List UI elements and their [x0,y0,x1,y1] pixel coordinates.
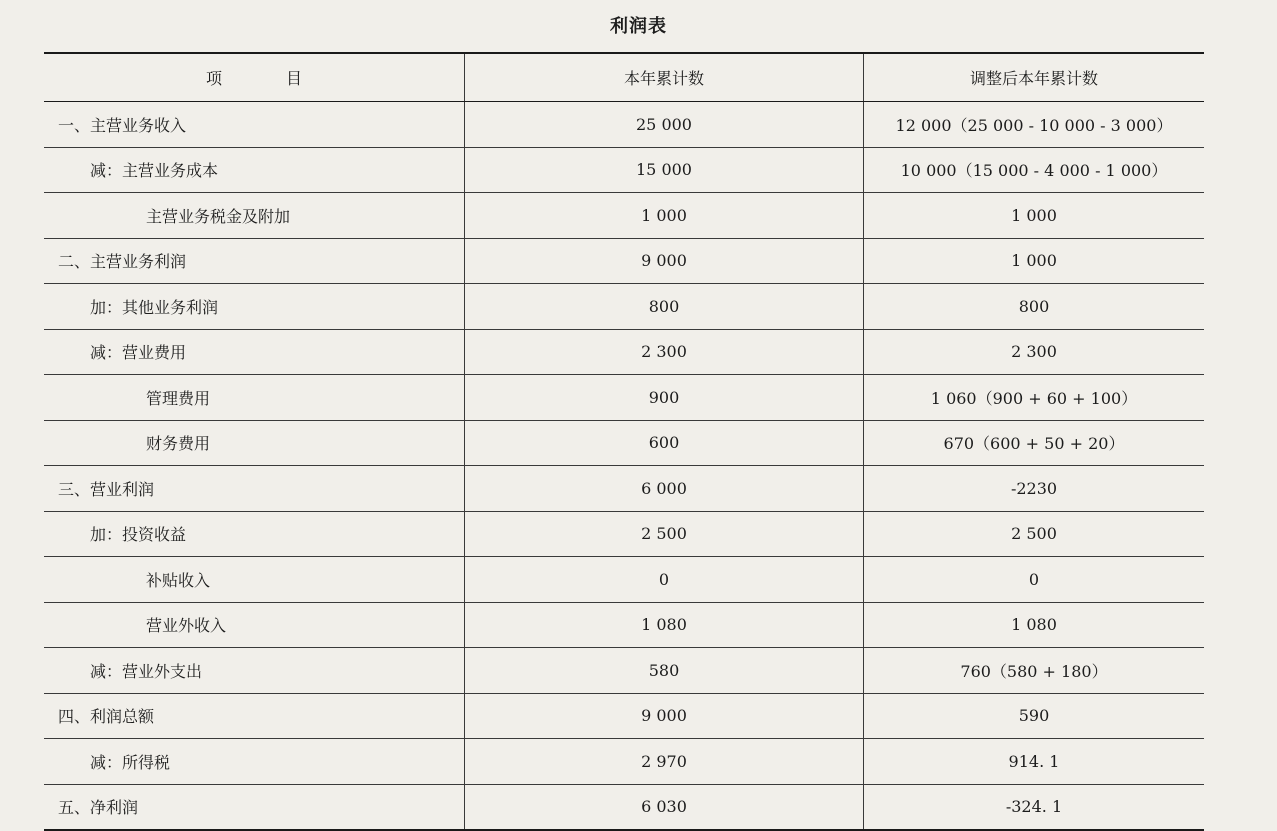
row-current-year-value: 580 [465,648,864,694]
table-row [44,511,1204,557]
row-current-year-value: 2 300 [465,329,864,375]
row-current-year-value: 2 500 [465,511,864,557]
row-adjusted-value: 10 000（15 000 - 4 000 - 1 000） [864,147,1205,193]
row-item-label: 营业外收入 [44,602,465,648]
row-adjusted-value: 1 080 [864,602,1205,648]
row-current-year-value: 0 [465,557,864,603]
table-row [44,284,1204,330]
row-item-label: 财务费用 [44,420,465,466]
row-item-label: 五、净利润 [44,784,465,830]
row-item-label: 管理费用 [44,375,465,421]
table-row [44,147,1204,193]
table-row [44,329,1204,375]
row-current-year-value: 9 000 [465,693,864,739]
table-row [44,739,1204,785]
row-current-year-value: 25 000 [465,102,864,148]
row-item-label: 一、主营业务收入 [44,102,465,148]
row-item-label: 主营业务税金及附加 [44,193,465,239]
column-header-adjusted: 调整后本年累计数 [864,53,1205,102]
row-current-year-value: 1 080 [465,602,864,648]
table-row [44,693,1204,739]
row-item-label: 加：其他业务利润 [44,284,465,330]
row-current-year-value: 2 970 [465,739,864,785]
table-row [44,375,1204,421]
row-item-label: 减：营业外支出 [44,648,465,694]
row-adjusted-value: -324. 1 [864,784,1205,830]
row-adjusted-value: 590 [864,693,1205,739]
income-statement-table [44,52,1204,831]
table-row [44,557,1204,603]
table-body [44,102,1204,831]
row-adjusted-value: 670（600 + 50 + 20） [864,420,1205,466]
row-item-label: 减：营业费用 [44,329,465,375]
row-current-year-value: 9 000 [465,238,864,284]
table-row [44,420,1204,466]
row-adjusted-value: 2 300 [864,329,1205,375]
table-row [44,784,1204,830]
row-adjusted-value: -2230 [864,466,1205,512]
page-title: 利润表 [610,16,667,37]
row-adjusted-value: 0 [864,557,1205,603]
table-header [44,53,1204,102]
row-item-label: 二、主营业务利润 [44,238,465,284]
row-adjusted-value: 1 060（900 + 60 + 100） [864,375,1205,421]
table-row [44,102,1204,148]
header-row [44,53,1204,102]
row-adjusted-value: 1 000 [864,238,1205,284]
row-adjusted-value: 12 000（25 000 - 10 000 - 3 000） [864,102,1205,148]
row-item-label: 三、营业利润 [44,466,465,512]
table-row [44,193,1204,239]
row-item-label: 加：投资收益 [44,511,465,557]
column-header-item: 项 目 [44,53,465,102]
row-adjusted-value: 2 500 [864,511,1205,557]
row-current-year-value: 6 000 [465,466,864,512]
table-row [44,238,1204,284]
row-item-label: 四、利润总额 [44,693,465,739]
row-current-year-value: 900 [465,375,864,421]
row-current-year-value: 1 000 [465,193,864,239]
row-current-year-value: 800 [465,284,864,330]
row-current-year-value: 15 000 [465,147,864,193]
row-adjusted-value: 914. 1 [864,739,1205,785]
row-current-year-value: 600 [465,420,864,466]
column-header-current-year: 本年累计数 [465,53,864,102]
row-item-label: 减：主营业务成本 [44,147,465,193]
row-current-year-value: 6 030 [465,784,864,830]
table-row [44,602,1204,648]
row-adjusted-value: 800 [864,284,1205,330]
row-item-label: 补贴收入 [44,557,465,603]
row-item-label: 减：所得税 [44,739,465,785]
table-row [44,648,1204,694]
table-row [44,466,1204,512]
row-adjusted-value: 760（580 + 180） [864,648,1205,694]
row-adjusted-value: 1 000 [864,193,1205,239]
